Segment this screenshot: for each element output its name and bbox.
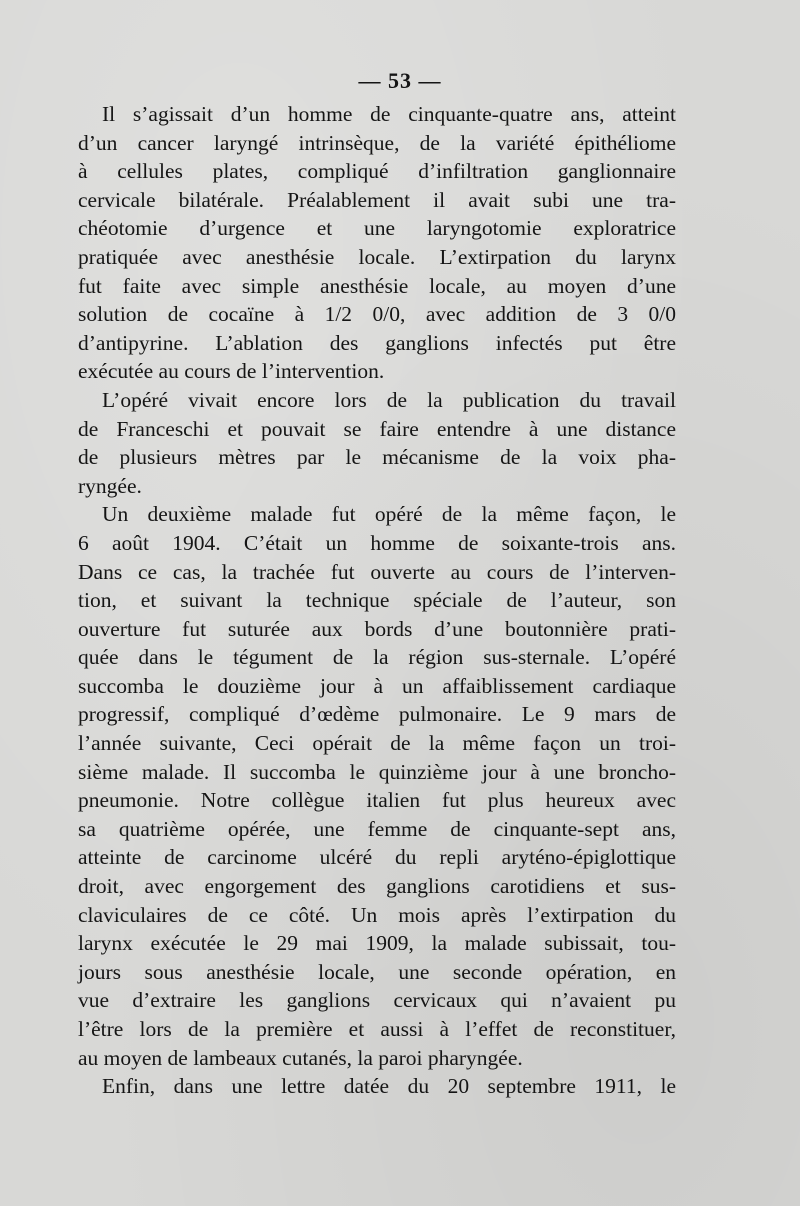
text-line: ryngée. [78,473,142,498]
text-line: droit, avec engorgement des ganglions carotidiens et sus- [78,874,676,899]
text-line: l’année suivante, Ceci opérait de la même façon un troi- [78,731,676,756]
text-line: claviculaires de ce côté. Un mois après l’extirpation du [78,902,676,927]
text-line: Il s’agissait d’un homme de cinquante-quatre ans, atteint [102,102,676,126]
text-line: fut faite avec simple anesthésie locale, au moyen d’une [78,273,676,298]
body-text [78,100,676,1101]
text-line: larynx exécutée le 29 mai 1909, la malade subissait, tou- [78,931,676,956]
text-line: l’être lors de la première et aussi à l’effet de reconstituer, [78,1017,676,1041]
text-line: exécutée au cours de l’intervention. [78,359,385,384]
text-line: ouverture fut suturée aux bords d’une boutonnière prati- [78,616,676,641]
text-line: L’opéré vivait encore lors de la publication du travail [102,387,676,412]
text-line: quée dans le tégument de la région sus-sternale. L’opéré [78,645,676,670]
page-number: — 53 — [358,68,442,93]
text-line: tion, et suivant la technique spéciale de l’auteur, son [78,588,676,613]
text-line: pneumonie. Notre collègue italien fut plus heureux avec [78,788,676,813]
text-line: Enfin, dans une lettre datée du 20 septembre 1911, le [102,1074,676,1099]
text-line: chéotomie d’urgence et une laryngotomie exploratrice [78,216,676,241]
text-line: Un deuxième malade fut opéré de la même façon, le [102,502,676,527]
text-line: vue d’extraire les ganglions cervicaux qui n’avaient pu [78,988,676,1013]
text-line: Dans ce cas, la trachée fut ouverte au cours de l’interven- [78,559,676,584]
text-line: solution de cocaïne à 1/2 0/0, avec addition de 3 0/0 [78,302,676,327]
text-line: sième malade. Il succomba le quinzième jour à une broncho- [78,759,676,784]
text-line: atteinte de carcinome ulcéré du repli aryténo-épiglottique [78,845,676,870]
text-line: au moyen de lambeaux cutanés, la paroi pharyngée. [78,1045,523,1070]
text-line: 6 août 1904. C’était un homme de soixante-trois ans. [78,530,676,555]
text-line: pratiquée avec anesthésie locale. L’extirpation du larynx [78,244,676,269]
text-line: succomba le douzième jour à un affaiblissement cardiaque [78,673,676,698]
text-line: d’un cancer laryngé intrinsèque, de la variété épithéliome [78,130,676,155]
text-line: progressif, compliqué d’œdème pulmonaire. Le 9 mars de [78,702,676,727]
text-line: de Franceschi et pouvait se faire entendre à une distance [78,416,676,441]
text-line: à cellules plates, compliqué d’infiltration ganglionnaire [78,159,676,184]
text-line: jours sous anesthésie locale, une seconde opération, en [78,959,676,984]
text-line: sa quatrième opérée, une femme de cinquante-sept ans, [78,816,676,841]
text-line: d’antipyrine. L’ablation des ganglions infectés put être [78,330,676,355]
text-line: cervicale bilatérale. Préalablement il avait subi une tra- [78,187,676,212]
text-line: de plusieurs mètres par le mécanisme de la voix pha- [78,445,676,470]
